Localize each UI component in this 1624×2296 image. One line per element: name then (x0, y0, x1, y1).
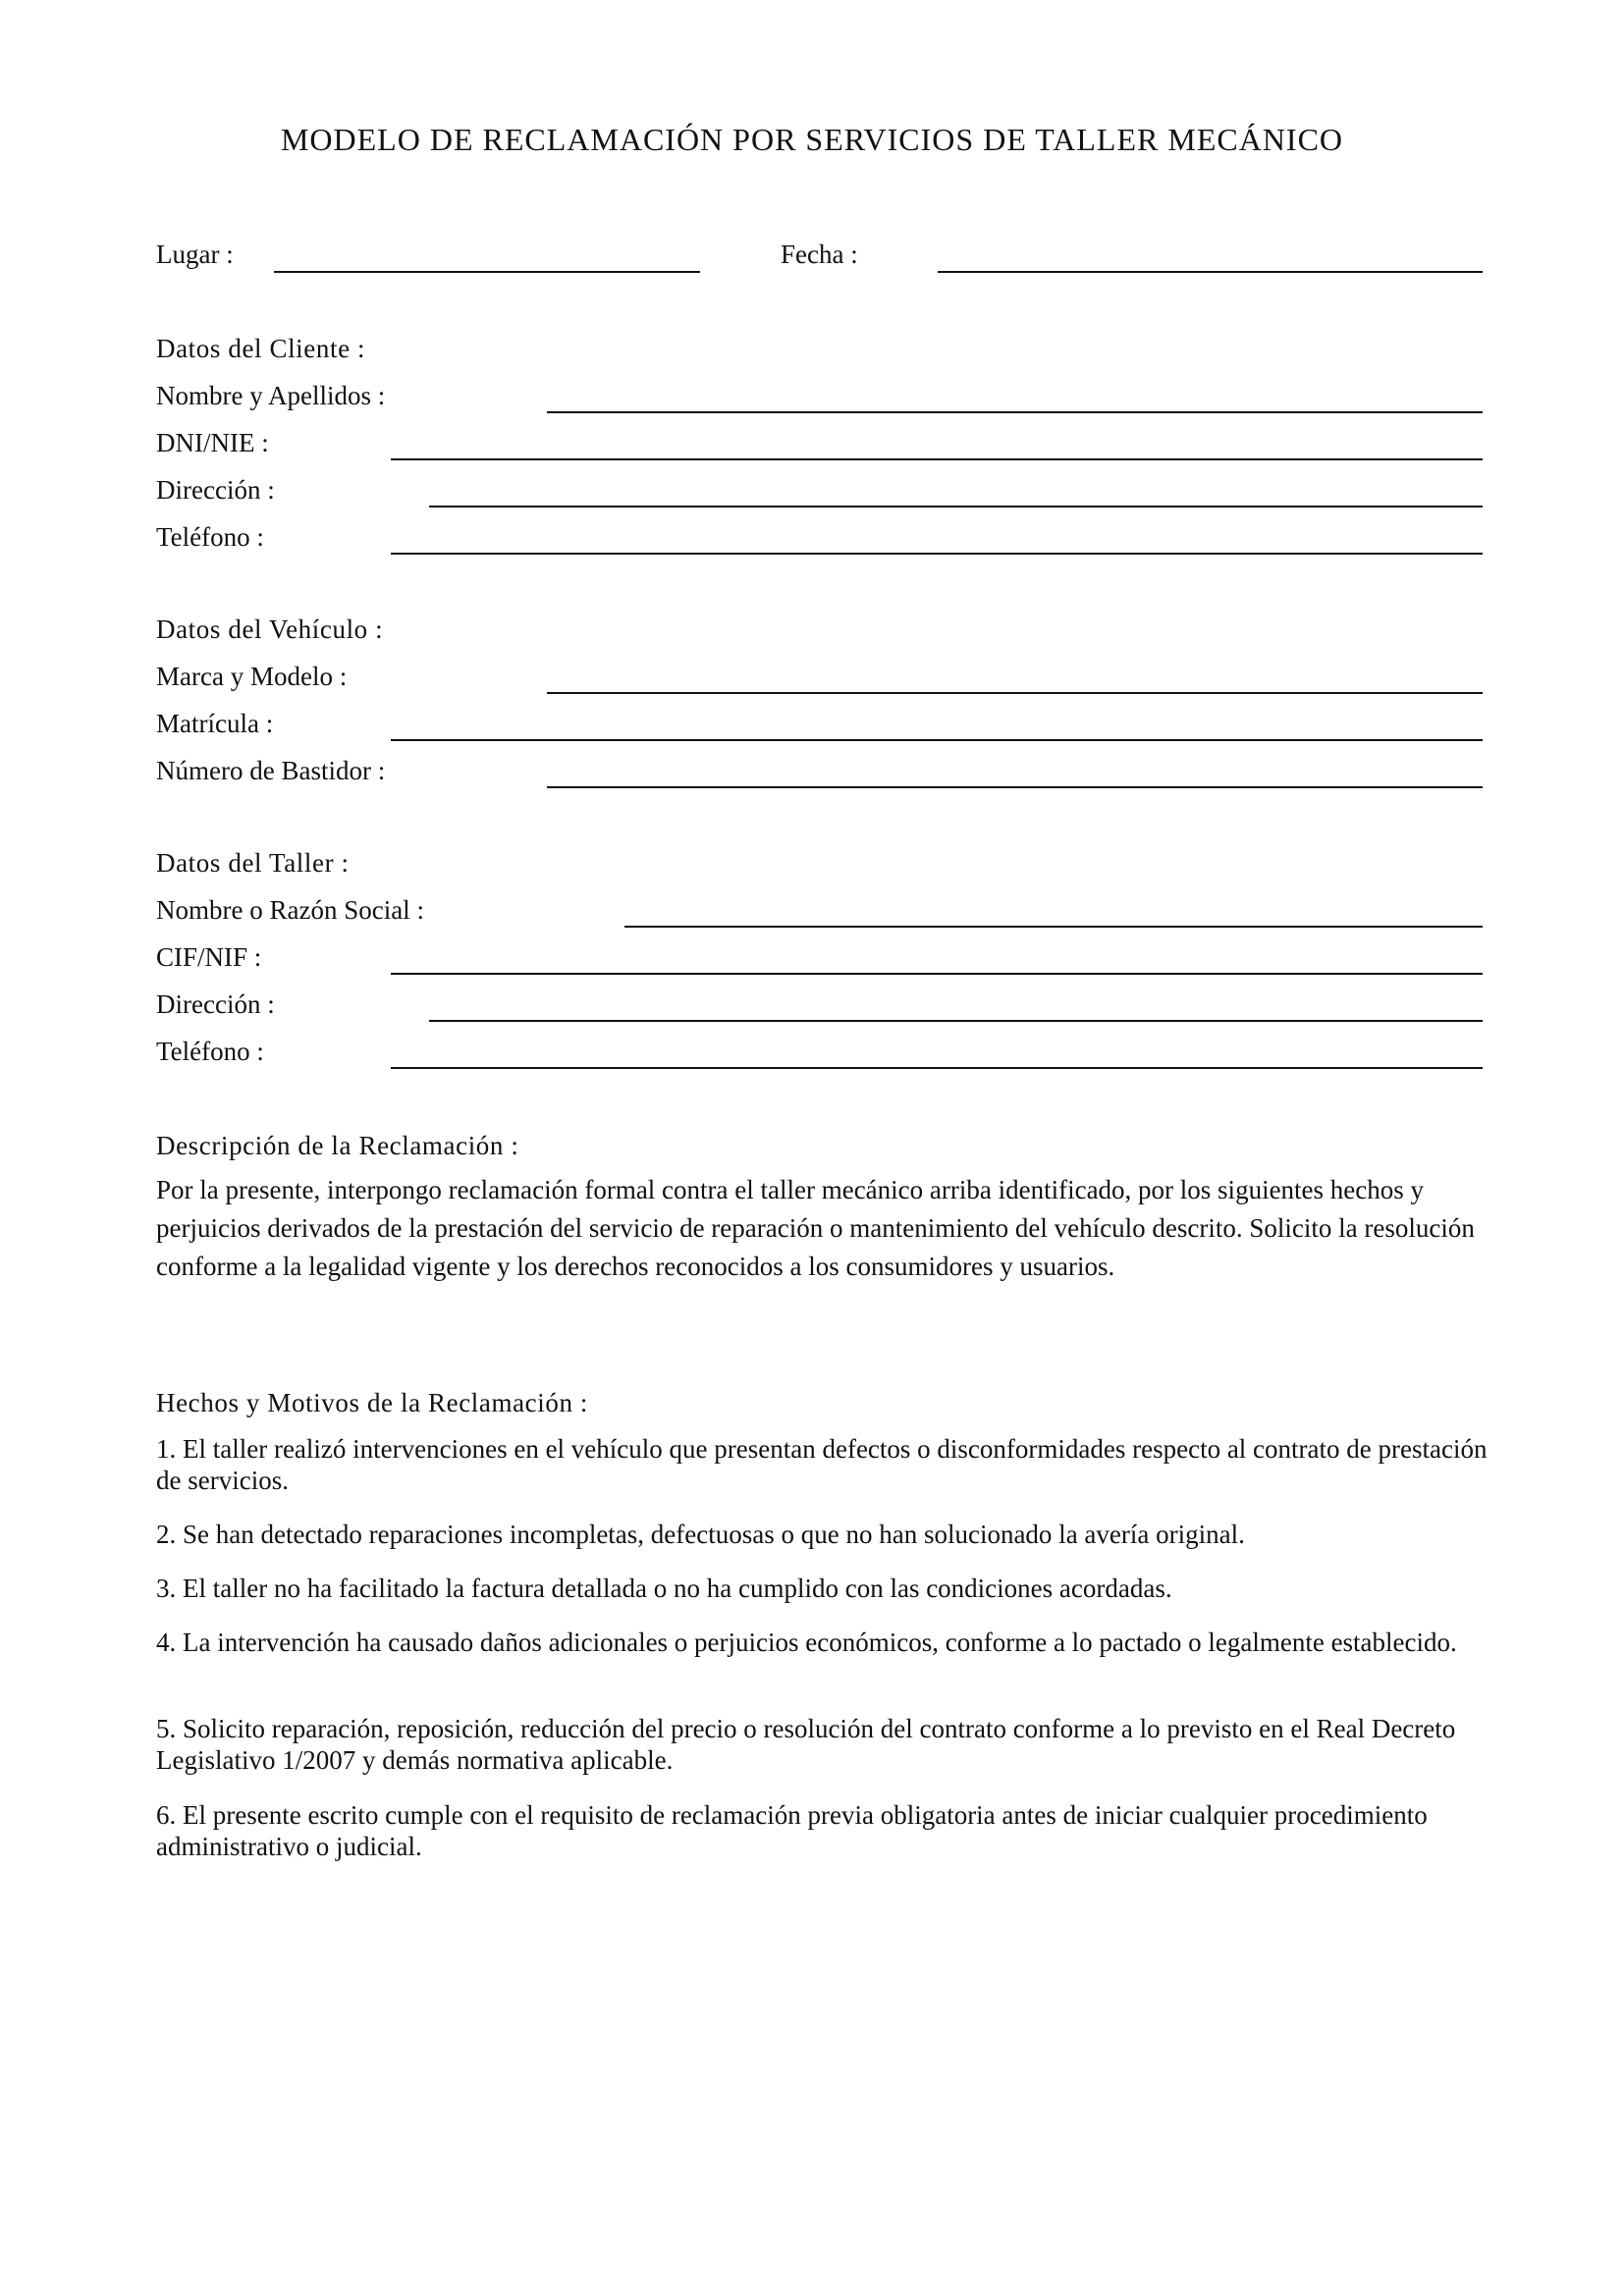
cliente-heading: Datos del Cliente : (156, 334, 366, 363)
taller-cif-label: CIF/NIF : (156, 942, 262, 972)
fecha-field[interactable] (938, 271, 1483, 273)
cliente-dni-label: DNI/NIE : (156, 428, 269, 457)
vehiculo-matricula-field[interactable] (391, 739, 1483, 741)
taller-heading: Datos del Taller : (156, 848, 350, 878)
taller-direccion-label: Dirección : (156, 989, 275, 1019)
hecho-item: 6. El presente escrito cumple con el requisito de reclamación previa obligatoria antes de iniciar cualquier procedimiento administrativo o judicial. (156, 1800, 1428, 1861)
document-title: MODELO DE RECLAMACIÓN POR SERVICIOS DE TALLER MECÁNICO (280, 122, 1344, 157)
fecha-label: Fecha : (781, 240, 858, 269)
lugar-field[interactable] (274, 271, 700, 273)
hecho-item: 2. Se han detectado reparaciones incompletas, defectuosas o que no han solucionado la avería original. (156, 1520, 1245, 1549)
cliente-nombre-label: Nombre y Apellidos : (156, 381, 386, 410)
hecho-item: 3. El taller no ha facilitado la factura detallada o no ha cumplido con las condiciones acordadas. (156, 1574, 1172, 1603)
taller-razon-label: Nombre o Razón Social : (156, 895, 424, 925)
vehiculo-marca-label: Marca y Modelo : (156, 662, 348, 691)
taller-telefono-field[interactable] (391, 1067, 1483, 1069)
cliente-dni-field[interactable] (391, 458, 1483, 460)
vehiculo-matricula-label: Matrícula : (156, 709, 274, 738)
vehiculo-bastidor-field[interactable] (547, 786, 1483, 788)
taller-direccion-field[interactable] (429, 1020, 1483, 1022)
cliente-telefono-field[interactable] (391, 553, 1483, 555)
cliente-direccion-field[interactable] (429, 506, 1483, 507)
lugar-label: Lugar : (156, 240, 234, 269)
vehiculo-heading: Datos del Vehículo : (156, 614, 384, 644)
descripcion-text: Por la presente, interpongo reclamación formal contra el taller mecánico arriba identificado, por los siguientes hechos y perjuicios derivados de la prestación del servicio de reparación o mantenimiento del vehículo descrito. Solicito la resolución conforme a la legalidad vigente y los derechos reconocidos a los consumidores y usuarios. (156, 1175, 1475, 1281)
hecho-item: 5. Solicito reparación, reposición, reducción del precio o resolución del contrato conforme a lo previsto en el Real Decreto Legislativo 1/2007 y demás normativa aplicable. (156, 1714, 1456, 1775)
cliente-direccion-label: Dirección : (156, 475, 275, 505)
hechos-heading: Hechos y Motivos de la Reclamación : (156, 1388, 588, 1417)
hecho-item: 1. El taller realizó intervenciones en el vehículo que presentan defectos o disconformidades respecto al contrato de prestación de servicios. (156, 1434, 1488, 1495)
taller-cif-field[interactable] (391, 973, 1483, 975)
vehiculo-bastidor-label: Número de Bastidor : (156, 756, 386, 785)
cliente-telefono-label: Teléfono : (156, 522, 264, 552)
taller-razon-field[interactable] (624, 926, 1483, 928)
hecho-item: 4. La intervención ha causado daños adicionales o perjuicios económicos, conforme a lo pactado o legalmente establecido. (156, 1628, 1457, 1657)
cliente-nombre-field[interactable] (547, 411, 1483, 413)
vehiculo-marca-field[interactable] (547, 692, 1483, 694)
taller-telefono-label: Teléfono : (156, 1037, 264, 1066)
descripcion-heading: Descripción de la Reclamación : (156, 1131, 519, 1160)
